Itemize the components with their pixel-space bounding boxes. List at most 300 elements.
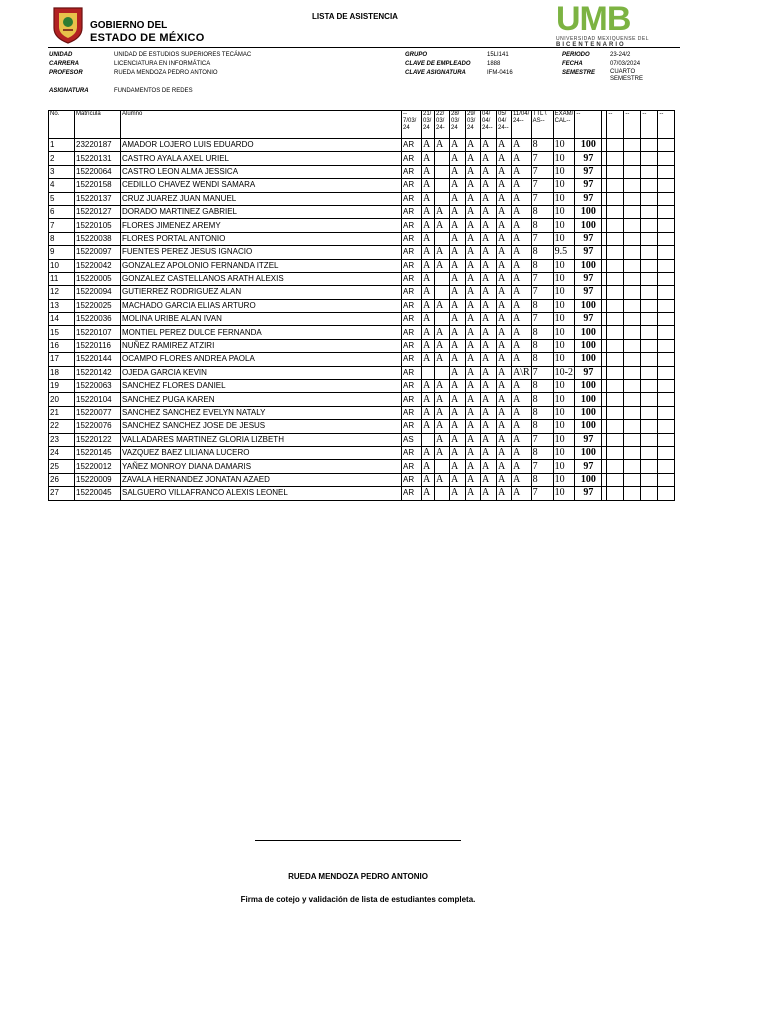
attendance-cell: A: [512, 473, 532, 486]
empty-cell: [607, 272, 624, 285]
total-cell: 8: [531, 139, 553, 152]
column-header: 04/ 04/ 24--: [481, 111, 497, 139]
exam-cell: 10: [553, 446, 575, 459]
attendance-cell: A: [512, 406, 532, 419]
attendance-cell: A: [466, 487, 481, 500]
empty-cell: [624, 219, 641, 232]
table-row: [49, 272, 675, 285]
empty-cell: [624, 205, 641, 218]
meta-labels-col2: [405, 51, 471, 78]
row-number: 11: [49, 272, 75, 285]
attendance-cell: A: [435, 246, 450, 259]
attendance-cell: A: [466, 232, 481, 245]
attendance-cell: A: [497, 313, 512, 326]
row-number: 17: [49, 353, 75, 366]
attendance-cell: A: [450, 299, 466, 312]
grade-cell: 100: [575, 339, 602, 352]
row-number: 5: [49, 192, 75, 205]
total-cell: 7: [531, 165, 553, 178]
attendance-cell: A: [466, 219, 481, 232]
column-header: 22/ 03/ 24-: [435, 111, 450, 139]
attendance-cell: A: [481, 192, 497, 205]
empty-cell: [624, 353, 641, 366]
attendance-cell: A: [422, 192, 435, 205]
attendance-cell: A: [422, 286, 435, 299]
attendance-cell: A: [466, 326, 481, 339]
attendance-cell: A: [466, 139, 481, 152]
carrera-value: LICENCIATURA EN INFORMÁTICA: [114, 61, 211, 67]
exam-cell: 10: [553, 205, 575, 218]
column-header: TTL \ AS--: [531, 111, 553, 139]
attendance-cell: A: [481, 446, 497, 459]
row-number: 26: [49, 473, 75, 486]
student-name-cell: FUENTES PEREZ JESUS IGNACIO: [121, 246, 402, 259]
attendance-cell: A: [481, 473, 497, 486]
fecha-label: FECHA: [562, 61, 583, 67]
row-number: 4: [49, 179, 75, 192]
unidad-label: UNIDAD: [49, 52, 73, 58]
attendance-cell: AR: [402, 165, 422, 178]
exam-cell: 10: [553, 380, 575, 393]
attendance-cell: A: [435, 446, 450, 459]
total-cell: 8: [531, 299, 553, 312]
attendance-cell: AR: [402, 380, 422, 393]
total-cell: 8: [531, 473, 553, 486]
grade-cell: 97: [575, 179, 602, 192]
attendance-cell: [422, 433, 435, 446]
exam-cell: 10: [553, 406, 575, 419]
attendance-cell: A: [435, 339, 450, 352]
total-cell: 7: [531, 192, 553, 205]
attendance-cell: A: [497, 366, 512, 379]
empty-cell: [607, 165, 624, 178]
grade-cell: 97: [575, 165, 602, 178]
empty-cell: [607, 246, 624, 259]
empty-cell: [624, 139, 641, 152]
grade-cell: 100: [575, 393, 602, 406]
student-name-cell: GONZALEZ APOLONIO FERNANDA ITZEL: [121, 259, 402, 272]
attendance-cell: A: [512, 165, 532, 178]
table-row: [49, 433, 675, 446]
empty-cell: [607, 286, 624, 299]
attendance-cell: A: [450, 286, 466, 299]
total-cell: 7: [531, 272, 553, 285]
attendance-cell: A: [450, 460, 466, 473]
attendance-cell: A: [481, 380, 497, 393]
clave-empleado-value: 1888: [487, 61, 501, 67]
attendance-cell: A: [481, 286, 497, 299]
empty-cell: [641, 232, 658, 245]
profesor-value: RUEDA MENDOZA PEDRO ANTONIO: [114, 70, 218, 76]
empty-cell: [641, 380, 658, 393]
attendance-cell: A: [512, 246, 532, 259]
attendance-cell: A: [481, 433, 497, 446]
empty-cell: [641, 139, 658, 152]
attendance-cell: A: [497, 339, 512, 352]
attendance-cell: A: [422, 487, 435, 500]
table-row: [49, 353, 675, 366]
attendance-cell: A: [481, 219, 497, 232]
exam-cell: 10: [553, 232, 575, 245]
empty-cell: [641, 433, 658, 446]
attendance-cell: A: [422, 246, 435, 259]
attendance-cell: A: [422, 353, 435, 366]
empty-cell: [624, 232, 641, 245]
attendance-cell: A: [466, 272, 481, 285]
exam-cell: 10: [553, 339, 575, 352]
attendance-cell: A: [422, 473, 435, 486]
table-row: [49, 165, 675, 178]
attendance-cell: A: [466, 339, 481, 352]
empty-cell: [658, 487, 675, 500]
attendance-cell: A: [481, 152, 497, 165]
empty-cell: [641, 473, 658, 486]
attendance-cell: A: [450, 246, 466, 259]
attendance-cell: A: [481, 393, 497, 406]
student-name-cell: VALLADARES MARTINEZ GLORIA LIZBETH: [121, 433, 402, 446]
empty-cell: [641, 179, 658, 192]
attendance-cell: AR: [402, 339, 422, 352]
table-row: [49, 420, 675, 433]
empty-cell: [658, 139, 675, 152]
student-name-cell: SANCHEZ SANCHEZ JOSE DE JESUS: [121, 420, 402, 433]
column-header: --: [607, 111, 624, 139]
row-number: 24: [49, 446, 75, 459]
attendance-cell: A: [450, 380, 466, 393]
matricula-cell: 15220064: [75, 165, 121, 178]
attendance-cell: A: [466, 299, 481, 312]
attendance-cell: A: [450, 272, 466, 285]
empty-cell: [641, 246, 658, 259]
grade-cell: 97: [575, 152, 602, 165]
attendance-cell: A: [450, 446, 466, 459]
matricula-cell: 15220042: [75, 259, 121, 272]
empty-cell: [624, 473, 641, 486]
validation-note: Firma de cotejo y validación de lista de estudiantes completa.: [240, 895, 476, 904]
exam-cell: 10: [553, 219, 575, 232]
attendance-cell: A: [512, 487, 532, 500]
attendance-cell: A: [481, 460, 497, 473]
attendance-cell: A: [466, 460, 481, 473]
attendance-cell: A: [512, 420, 532, 433]
empty-cell: [624, 152, 641, 165]
attendance-cell: [435, 179, 450, 192]
exam-cell: 10: [553, 259, 575, 272]
attendance-cell: A: [481, 313, 497, 326]
row-number: 8: [49, 232, 75, 245]
semestre-value: CUARTO SEMESTRE: [610, 69, 644, 82]
attendance-cell: A: [422, 205, 435, 218]
empty-cell: [658, 192, 675, 205]
attendance-cell: A: [466, 205, 481, 218]
column-header: 05/ 04/ 24--: [497, 111, 512, 139]
signer-name: RUEDA MENDOZA PEDRO ANTONIO: [288, 872, 428, 881]
exam-cell: 10: [553, 152, 575, 165]
total-cell: 8: [531, 406, 553, 419]
attendance-cell: A: [450, 473, 466, 486]
attendance-cell: A: [435, 353, 450, 366]
attendance-cell: A: [481, 139, 497, 152]
estado-de-mexico-seal-icon: [50, 4, 86, 44]
attendance-cell: A: [481, 179, 497, 192]
empty-cell: [658, 433, 675, 446]
attendance-cell: AR: [402, 179, 422, 192]
attendance-cell: A: [450, 152, 466, 165]
gov-line-1: GOBIERNO DEL: [90, 20, 168, 31]
column-header: -- 7/03/ 24: [402, 111, 422, 139]
empty-cell: [624, 259, 641, 272]
table-row: [49, 393, 675, 406]
empty-cell: [658, 219, 675, 232]
exam-cell: 10: [553, 420, 575, 433]
attendance-cell: A: [466, 165, 481, 178]
attendance-cell: [435, 272, 450, 285]
grade-cell: 97: [575, 286, 602, 299]
attendance-cell: AR: [402, 246, 422, 259]
table-row: [49, 232, 675, 245]
grupo-label: GRUPO: [405, 52, 428, 58]
student-name-cell: MOLINA URIBE ALAN IVAN: [121, 313, 402, 326]
matricula-cell: 15220144: [75, 353, 121, 366]
column-header: 21/ 03/ 24: [422, 111, 435, 139]
empty-cell: [641, 286, 658, 299]
total-cell: 7: [531, 487, 553, 500]
attendance-cell: A: [466, 433, 481, 446]
attendance-cell: [435, 460, 450, 473]
attendance-cell: A: [422, 259, 435, 272]
total-cell: 8: [531, 446, 553, 459]
carrera-label: CARRERA: [49, 61, 79, 67]
empty-cell: [658, 406, 675, 419]
attendance-cell: A: [512, 433, 532, 446]
empty-cell: [658, 232, 675, 245]
attendance-cell: AR: [402, 152, 422, 165]
attendance-cell: AR: [402, 232, 422, 245]
attendance-cell: A: [512, 353, 532, 366]
attendance-cell: A\R: [513, 366, 530, 378]
attendance-cell: A: [466, 192, 481, 205]
attendance-cell: [435, 286, 450, 299]
attendance-cell: A: [422, 313, 435, 326]
asignatura-value-wrap: [114, 87, 193, 96]
total-cell: 8: [531, 205, 553, 218]
empty-cell: [641, 460, 658, 473]
attendance-cell: A: [481, 232, 497, 245]
attendance-cell: A: [450, 313, 466, 326]
table-row: [49, 460, 675, 473]
attendance-cell: AS: [402, 433, 422, 446]
grade-cell: 97: [575, 487, 602, 500]
student-name-cell: SALGUERO VILLAFRANCO ALEXIS LEONEL: [121, 487, 402, 500]
attendance-cell: A: [422, 326, 435, 339]
student-name-cell: YAÑEZ MONROY DIANA DAMARIS: [121, 460, 402, 473]
row-number: 7: [49, 219, 75, 232]
student-name-cell: CEDILLO CHAVEZ WENDI SAMARA: [121, 179, 402, 192]
attendance-cell: [435, 232, 450, 245]
empty-cell: [658, 205, 675, 218]
table-row: [49, 219, 675, 232]
attendance-cell: AR: [402, 406, 422, 419]
table-row: [49, 179, 675, 192]
attendance-cell: A: [497, 420, 512, 433]
empty-cell: [624, 446, 641, 459]
attendance-cell: A: [450, 406, 466, 419]
row-number: 25: [49, 460, 75, 473]
attendance-cell: A: [450, 366, 466, 379]
row-number: 23: [49, 433, 75, 446]
total-cell: 8: [531, 393, 553, 406]
total-cell: 7: [531, 286, 553, 299]
exam-cell: 10: [553, 192, 575, 205]
attendance-cell: A: [481, 326, 497, 339]
attendance-cell: A: [481, 487, 497, 500]
empty-cell: [658, 299, 675, 312]
attendance-cell: A: [512, 139, 532, 152]
matricula-cell: 15220009: [75, 473, 121, 486]
row-number: 12: [49, 286, 75, 299]
attendance-cell: A: [481, 246, 497, 259]
attendance-cell: A: [481, 353, 497, 366]
attendance-cell: A: [435, 205, 450, 218]
empty-cell: [641, 313, 658, 326]
attendance-cell: A: [481, 165, 497, 178]
attendance-cell: [435, 152, 450, 165]
empty-cell: [624, 433, 641, 446]
total-cell: 8: [531, 326, 553, 339]
attendance-cell: AR: [402, 446, 422, 459]
matricula-cell: 15220131: [75, 152, 121, 165]
student-name-cell: SANCHEZ PUGA KAREN: [121, 393, 402, 406]
column-header: --: [575, 111, 602, 139]
total-cell: 7: [531, 433, 553, 446]
attendance-cell: A: [481, 205, 497, 218]
meta-labels-col3: [562, 51, 595, 78]
attendance-cell: A: [422, 152, 435, 165]
attendance-cell: A: [512, 393, 532, 406]
attendance-cell: A: [497, 487, 512, 500]
table-row: [49, 406, 675, 419]
attendance-cell: AR: [402, 272, 422, 285]
empty-cell: [641, 420, 658, 433]
attendance-cell: AR: [402, 139, 422, 152]
empty-cell: [641, 165, 658, 178]
empty-cell: [607, 192, 624, 205]
total-cell: 7: [531, 179, 553, 192]
grade-cell: 97: [575, 460, 602, 473]
attendance-cell: A: [481, 366, 497, 379]
document-title: LISTA DE ASISTENCIA: [312, 12, 398, 21]
attendance-cell: A: [497, 326, 512, 339]
attendance-cell: A: [422, 299, 435, 312]
attendance-cell: A: [497, 219, 512, 232]
attendance-cell: A: [466, 406, 481, 419]
semestre-label: SEMESTRE: [562, 70, 596, 76]
attendance-cell: A: [512, 339, 532, 352]
grade-cell: 97: [575, 232, 602, 245]
attendance-cell: A: [466, 152, 481, 165]
attendance-cell: AR: [402, 353, 422, 366]
gobierno-edomex-logo: [50, 4, 220, 44]
empty-cell: [607, 139, 624, 152]
matricula-cell: 15220127: [75, 205, 121, 218]
empty-cell: [607, 313, 624, 326]
matricula-cell: 15220097: [75, 246, 121, 259]
attendance-cell: A: [512, 313, 532, 326]
attendance-cell: A: [466, 366, 481, 379]
clave-asignatura-value: IFM-0416: [487, 70, 513, 76]
attendance-cell: AR: [402, 487, 422, 500]
meta-values-col2: [487, 51, 513, 78]
grade-cell: 100: [575, 473, 602, 486]
attendance-cell: A: [512, 219, 532, 232]
empty-cell: [607, 460, 624, 473]
attendance-cell: A: [466, 246, 481, 259]
exam-cell: 10: [553, 179, 575, 192]
attendance-cell: AR: [402, 205, 422, 218]
empty-cell: [624, 165, 641, 178]
exam-cell: 10: [553, 353, 575, 366]
asignatura-value: FUNDAMENTOS DE REDES: [114, 88, 193, 94]
column-header: No.: [49, 111, 75, 139]
empty-cell: [624, 179, 641, 192]
clave-asignatura-label: CLAVE ASIGNATURA: [405, 70, 466, 76]
attendance-cell: A: [497, 433, 512, 446]
matricula-cell: 15220012: [75, 460, 121, 473]
matricula-cell: 15220077: [75, 406, 121, 419]
attendance-cell: A: [466, 286, 481, 299]
row-number: 15: [49, 326, 75, 339]
row-number: 19: [49, 380, 75, 393]
attendance-cell: A: [512, 192, 532, 205]
empty-cell: [607, 259, 624, 272]
row-number: 6: [49, 205, 75, 218]
student-name-cell: NUÑEZ RAMIREZ ATZIRI: [121, 339, 402, 352]
attendance-cell: A: [422, 446, 435, 459]
attendance-cell: A: [497, 192, 512, 205]
student-name-cell: FLORES PORTAL ANTONIO: [121, 232, 402, 245]
empty-cell: [641, 299, 658, 312]
table-row: [49, 192, 675, 205]
exam-cell: 10: [553, 286, 575, 299]
attendance-cell: A: [512, 460, 532, 473]
attendance-cell: A: [422, 393, 435, 406]
empty-cell: [607, 179, 624, 192]
empty-cell: [641, 339, 658, 352]
attendance-cell: A: [512, 232, 532, 245]
attendance-cell: A: [466, 446, 481, 459]
matricula-cell: 15220137: [75, 192, 121, 205]
attendance-cell: AR: [402, 393, 422, 406]
attendance-cell: AR: [402, 286, 422, 299]
table-row: [49, 487, 675, 500]
umb-logo: [556, 2, 666, 50]
student-name-cell: SANCHEZ FLORES DANIEL: [121, 380, 402, 393]
matricula-cell: 15220107: [75, 326, 121, 339]
exam-cell: 10: [553, 393, 575, 406]
attendance-cell: A: [435, 299, 450, 312]
attendance-cell: A: [481, 299, 497, 312]
exam-cell: 10: [553, 165, 575, 178]
attendance-cell: A: [466, 353, 481, 366]
matricula-cell: 15220063: [75, 380, 121, 393]
attendance-cell: A: [422, 219, 435, 232]
empty-cell: [641, 487, 658, 500]
empty-cell: [658, 152, 675, 165]
meta-values-col1: [114, 51, 251, 78]
empty-cell: [624, 246, 641, 259]
attendance-cell: A: [497, 272, 512, 285]
student-name-cell: MONTIEL PEREZ DULCE FERNANDA: [121, 326, 402, 339]
